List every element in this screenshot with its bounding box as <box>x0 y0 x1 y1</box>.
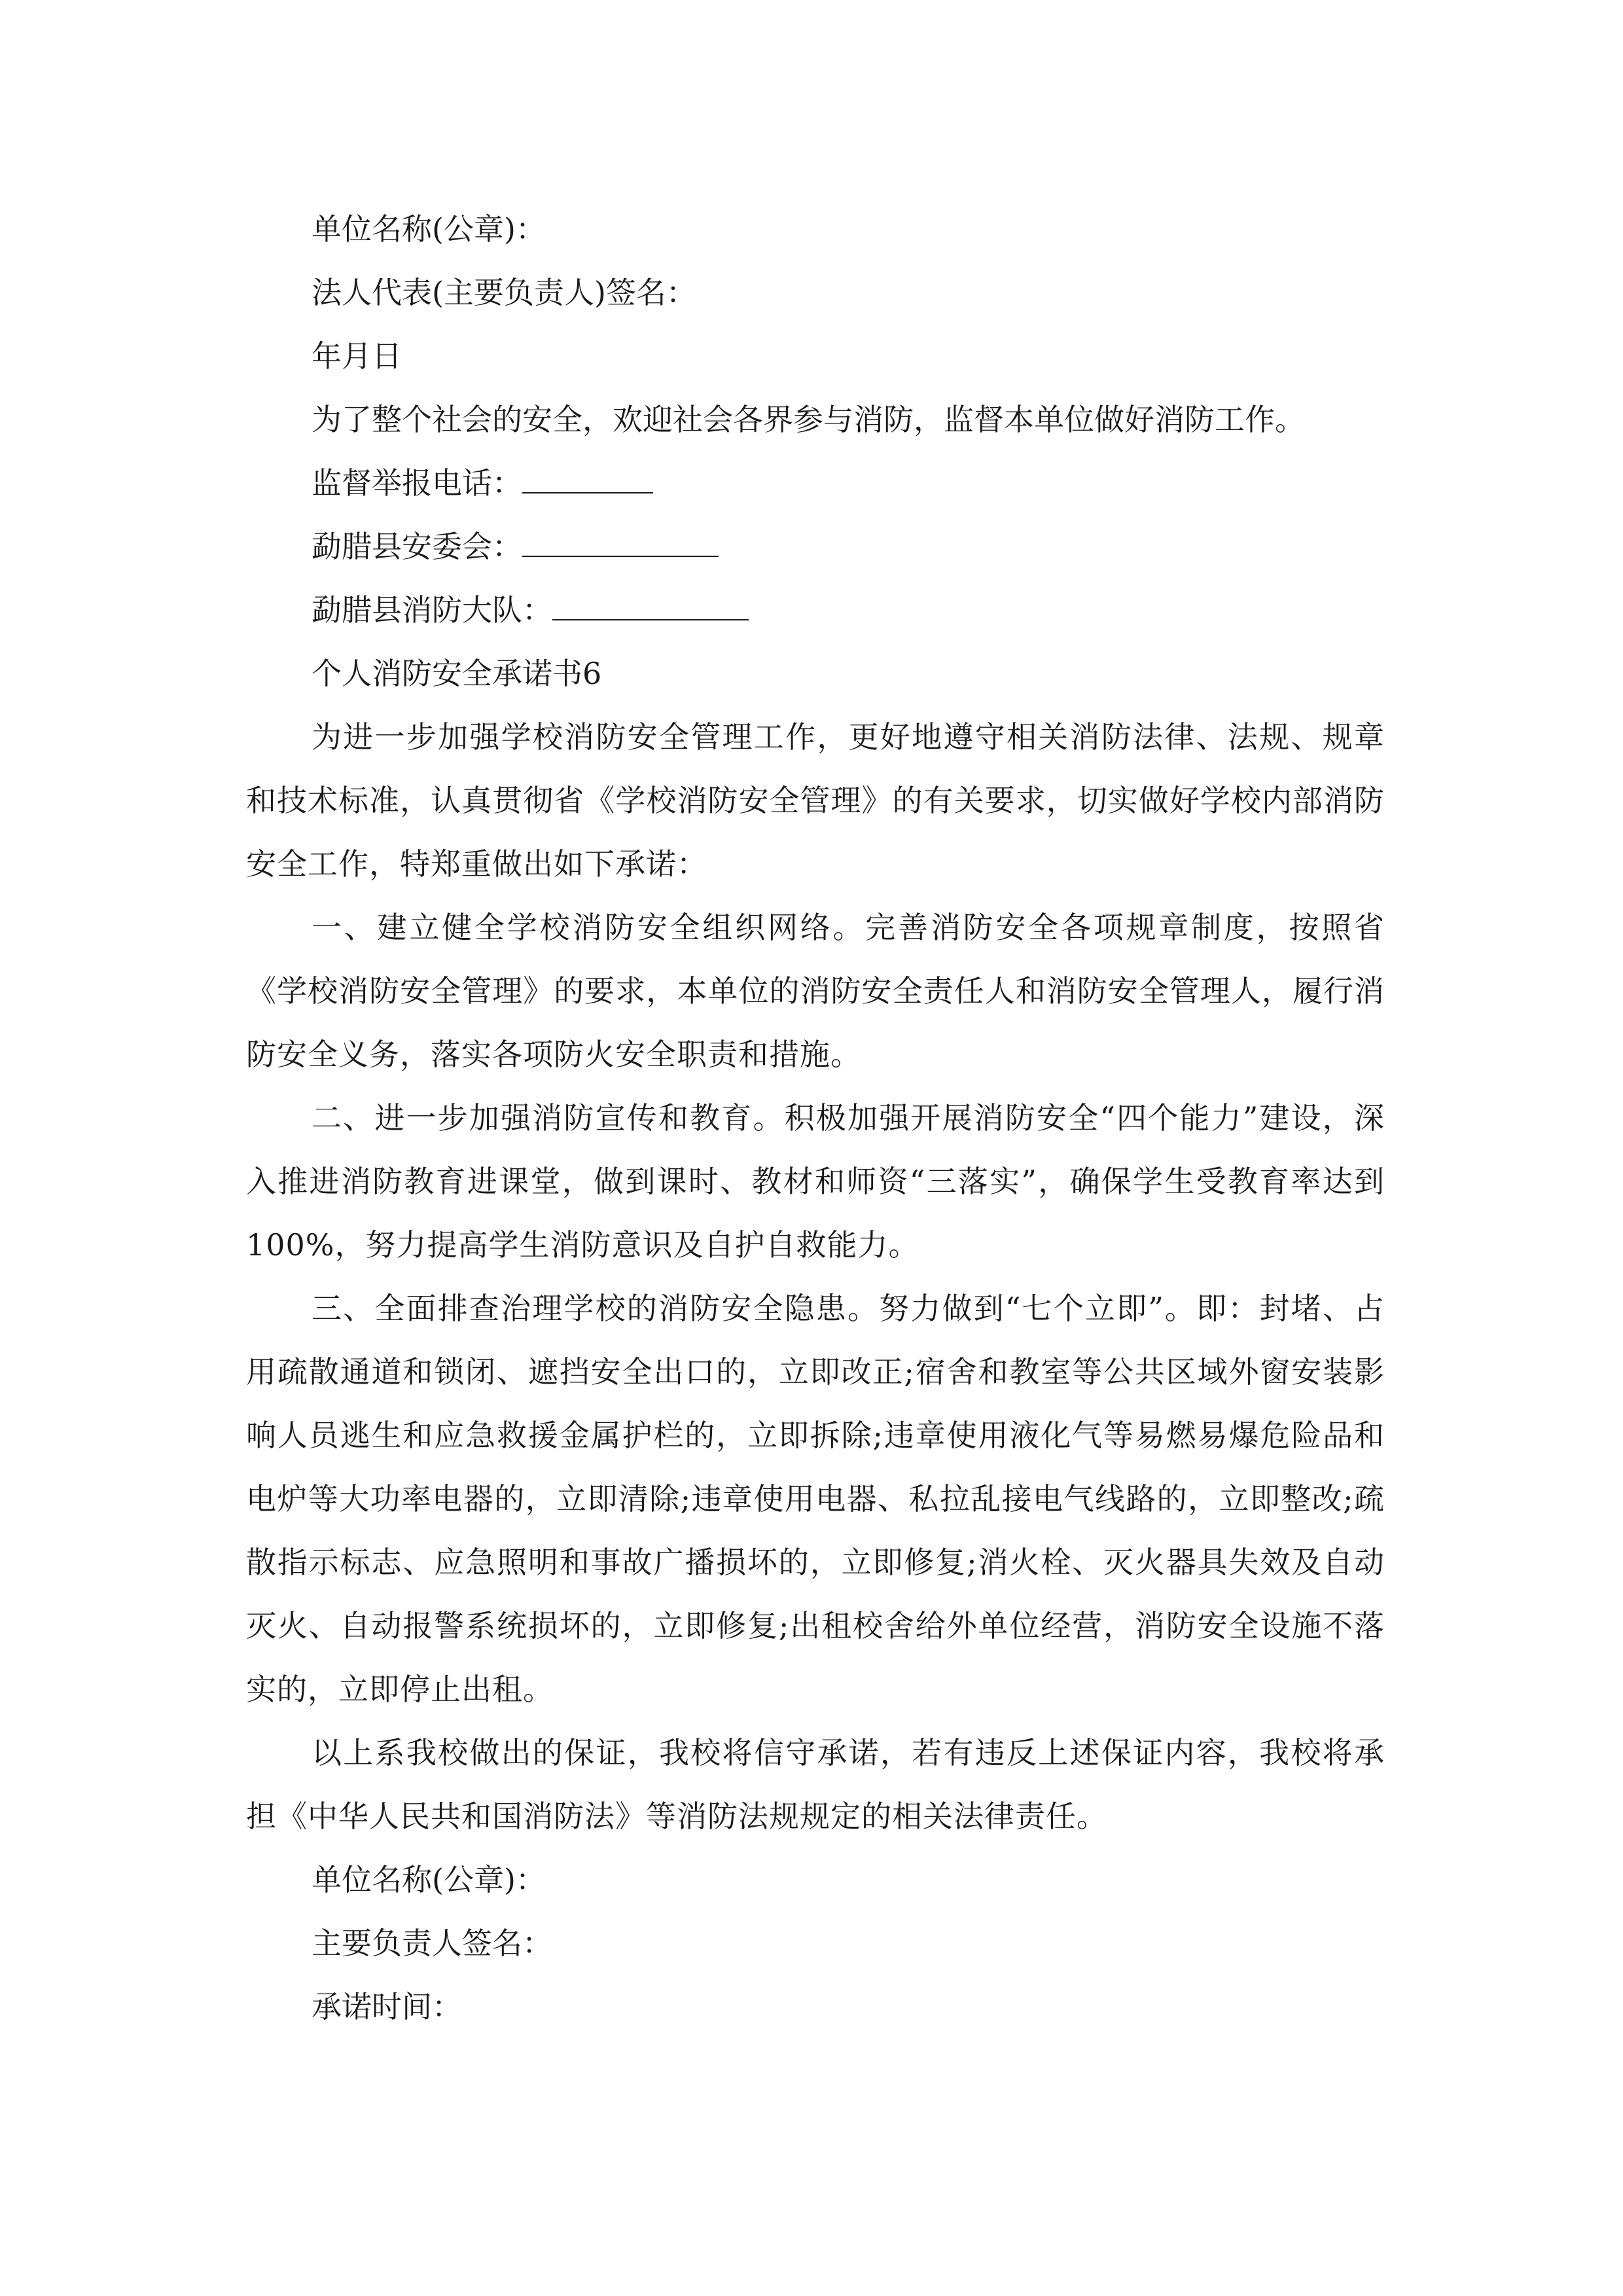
commit-time-line: 承诺时间： <box>312 1989 462 2024</box>
safety-committee-label: 勐腊县安委会： <box>312 529 522 564</box>
paragraph-intro: 为进一步加强学校消防安全管理工作，更好地遵守相关消防法律、法规、规章和技术标准，认真贯彻省《学校消防安全管理》的有关要求，切实做好学校内部消防安全工作，特郑重做出如下承诺： <box>246 719 1385 882</box>
paragraph-item-3: 三、全面排查治理学校的消防安全隐患。努力做到“七个立即”。即：封堵、占用疏散通道和锁闭、遮挡安全出口的，立即改正;宿舍和教室等公共区域外窗安装影响人员逃生和应急救援金属护栏的，立即拆除;违章使用液化气等易燃易爆危险品和电炉等大功率电器的，立即清除;违章使用电器、私拉乱接电气线路的，立即整改;疏散指示标志、应急照明和事故广播损坏的，立即修复;消火栓、灭火器具失效及自动灭火、自动报警系统损坏的，立即修复;出租校舍给外单位经营，消防安全设施不落实的，立即停止出租。 <box>246 1291 1385 1707</box>
safety-committee-line <box>246 515 1385 579</box>
paragraph-item-1: 一、建立健全学校消防安全组织网络。完善消防安全各项规章制度，按照省《学校消防安全管理》的要求，本单位的消防安全责任人和消防安全管理人，履行消防安全义务，落实各项防火安全职责和措施。 <box>246 910 1385 1072</box>
fire-brigade-label: 勐腊县消防大队： <box>312 592 552 628</box>
hotline-label: 监督举报电话： <box>312 465 522 501</box>
bottom-unit-name-line: 单位名称(公章)： <box>312 1862 546 1897</box>
hotline-blank <box>522 470 653 493</box>
document-body <box>246 198 1385 2039</box>
hotline-line <box>246 452 1385 515</box>
section-title: 个人消防安全承诺书6 <box>312 656 602 691</box>
legal-rep-sign-line: 法人代表(主要负责人)签名： <box>312 275 696 310</box>
paragraph-item-2: 二、进一步加强消防宣传和教育。积极加强开展消防安全“四个能力”建设，深入推进消防教育进课堂，做到课时、教材和师资“三落实”，确保学生受教育率达到100%，努力提高学生消防意识及自护自救能力。 <box>246 1100 1385 1263</box>
principal-sign-line: 主要负责人签名： <box>312 1926 552 1961</box>
supervision-note: 为了整个社会的安全，欢迎社会各界参与消防，监督本单位做好消防工作。 <box>312 402 1305 437</box>
safety-committee-blank <box>522 533 719 557</box>
date-line: 年月日 <box>312 338 402 374</box>
fire-brigade-line <box>246 579 1385 642</box>
paragraph-closing: 以上系我校做出的保证，我校将信守承诺，若有违反上述保证内容，我校将承担《中华人民共和国消防法》等消防法规规定的相关法律责任。 <box>246 1735 1385 1834</box>
fire-brigade-blank <box>552 597 749 620</box>
unit-name-line: 单位名称(公章)： <box>312 211 546 247</box>
